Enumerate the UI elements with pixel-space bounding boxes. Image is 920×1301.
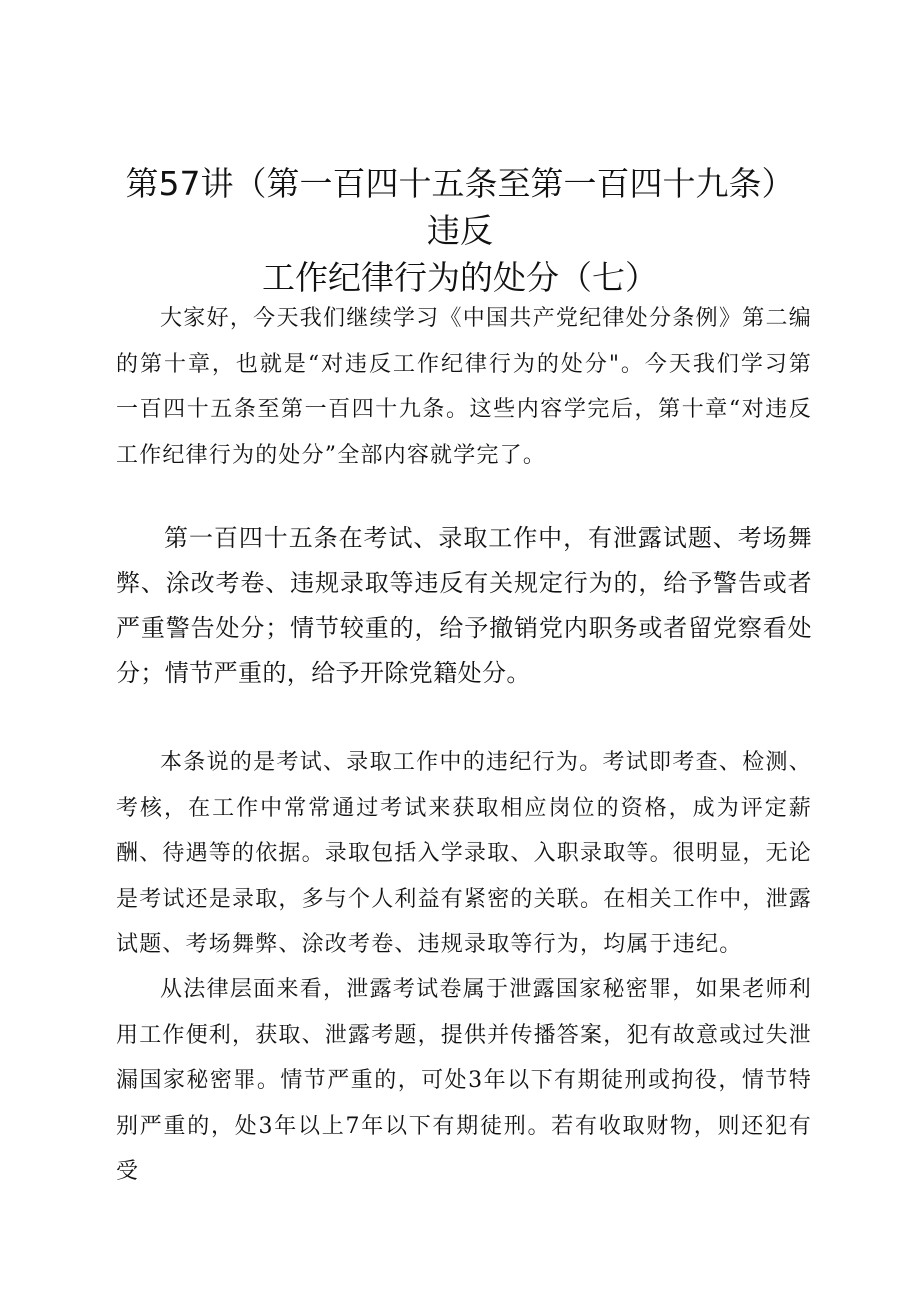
paragraph-intro: 大家好，今天我们继续学习《中国共产党纪律处分条例》第二编的第十章，也就是“对违反工作纪律行为的处分"。今天我们学习第一百四十五条至第一百四十九条。这些内容学完后，第十章“对违反工作纪律行为的处分”全部内容就学完了。 bbox=[116, 306, 812, 468]
document-title bbox=[110, 160, 810, 301]
paragraph-explanation: 本条说的是考试、录取工作中的违纪行为。考试即考查、检测、考核，在工作中常常通过考试来获取相应岗位的资格，成为评定薪酬、待遇等的依据。录取包括入学录取、入职录取等。很明显，无论是考试还是录取，多与个人利益有紧密的关联。在相关工作中，泄露试题、考场舞弊、涂改考卷、违规录取等行为，均属于违纪。 bbox=[116, 750, 813, 957]
paragraph-article-145: 第一百四十五条在考试、录取工作中，有泄露试题、考场舞弊、涂改考卷、违规录取等违反有关规定行为的，给予警告或者严重警告处分；情节较重的，给予撤销党内职务或者留党察看处分；情节严重的，给予开除党籍处分。 bbox=[116, 524, 812, 687]
title-line-1: 第57讲（第一百四十五条至第一百四十九条）违反 bbox=[125, 164, 795, 250]
paragraph-legal-view: 从法律层面来看，泄露考试卷属于泄露国家秘密罪，如果老师利用工作便利，获取、泄露考题，提供并传播答案，犯有故意或过失泄漏国家秘密罪。情节严重的，可处3年以下有期徒刑或拘役，情节特别严重的，处3年以上7年以下有期徒刑。若有收取财物，则还犯有受 bbox=[116, 977, 813, 1184]
title-line-2: 工作纪律行为的处分（七） bbox=[262, 258, 658, 297]
